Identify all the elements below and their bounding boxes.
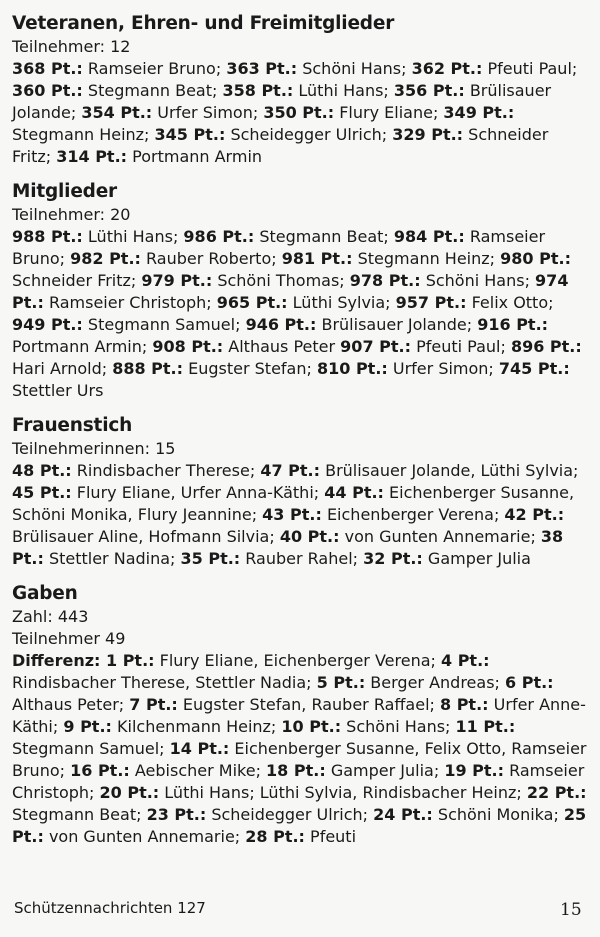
score-label: 11 Pt.: (455, 717, 516, 736)
score-label: 957 Pt.: (395, 293, 467, 312)
score-label: 981 Pt.: (281, 249, 353, 268)
participant-names: Schöni Hans; (341, 717, 456, 736)
participant-names: Hari Arnold; (12, 359, 113, 378)
participant-names: Stegmann Samuel; (82, 315, 246, 334)
participant-names: Aebischer Mike; (129, 761, 267, 780)
participant-names: von Gunten Annemarie; (339, 527, 541, 546)
participant-names: Pfeuti (304, 827, 357, 846)
page-number: 15 (560, 900, 582, 920)
section-meta: Zahl: 443 (12, 607, 89, 626)
participant-names: Lüthi Hans; Lüthi Sylvia, Rindisbacher Heinz; (159, 783, 527, 802)
participant-names: Stegmann Heinz; (12, 125, 155, 144)
participant-names: Eichenberger Verena; (321, 505, 505, 524)
participant-names: Stettler Urs (12, 381, 104, 400)
participant-names: Eugster Stefan, Rauber Raffael; (177, 695, 440, 714)
score-label: 5 Pt.: (316, 673, 366, 692)
participant-names: von Gunten Annemarie; (43, 827, 246, 846)
participant-names: Kilchenmann Heinz; (111, 717, 282, 736)
score-label: 329 Pt.: (392, 125, 464, 144)
score-label: 16 Pt.: (70, 761, 130, 780)
participant-names: Urfer Simon; (387, 359, 499, 378)
score-label: 20 Pt.: (99, 783, 160, 802)
score-label: 14 Pt.: (169, 739, 230, 758)
score-label: 350 Pt.: (263, 103, 335, 122)
participant-names: Schöni Hans; (420, 271, 536, 290)
score-label: 4 Pt.: (441, 651, 490, 670)
participant-names: Rindisbacher Therese, Stettler Nadia; (12, 673, 317, 692)
score-label: 360 Pt.: (12, 81, 83, 100)
score-label: 980 Pt.: (500, 249, 571, 268)
score-label: 368 Pt.: (12, 59, 83, 78)
participant-names: Pfeuti Paul; (482, 59, 578, 78)
participant-names: Stegmann Beat; (254, 227, 394, 246)
score-label: 25 Pt.: (12, 805, 587, 846)
section-meta: Teilnehmer: 20 (12, 205, 131, 224)
score-label: 745 Pt.: (498, 359, 570, 378)
publication-footer: Schützennachrichten 127 (14, 899, 206, 917)
results-list (12, 460, 590, 570)
score-label: 7 Pt.: (129, 695, 178, 714)
results-page (12, 12, 590, 860)
participant-names: Ramseier Christoph; (12, 761, 585, 802)
section-meta: Teilnehmerinnen: 15 (12, 439, 176, 458)
score-label: 9 Pt.: (63, 717, 112, 736)
participant-names: Schöni Hans; (297, 59, 412, 78)
score-label: 358 Pt.: (222, 81, 294, 100)
score-label: 356 Pt.: (393, 81, 465, 100)
participant-names: Althaus Peter; (12, 695, 130, 714)
score-label: 22 Pt.: (526, 783, 587, 802)
results-list (12, 650, 590, 848)
participant-names: Portmann Armin; (12, 337, 153, 356)
results-section (12, 414, 590, 570)
score-label: 40 Pt.: (279, 527, 340, 546)
score-label: 965 Pt.: (216, 293, 288, 312)
participant-names: Ramseier Bruno; (82, 59, 227, 78)
score-label: 45 Pt.: (12, 483, 72, 502)
score-label: 48 Pt.: (12, 461, 72, 480)
score-label: 35 Pt.: (180, 549, 241, 568)
score-label: Differenz: 1 Pt.: (12, 651, 155, 670)
section-meta: Teilnehmer: 12 (12, 37, 131, 56)
score-label: 6 Pt.: (505, 673, 554, 692)
participant-names: Stegmann Samuel; (12, 739, 170, 758)
score-label: 19 Pt.: (444, 761, 504, 780)
participant-names: Scheidegger Ulrich; (206, 805, 374, 824)
participant-names: Scheidegger Ulrich; (225, 125, 393, 144)
participant-names: Lüthi Hans; (293, 81, 394, 100)
score-label: 896 Pt.: (510, 337, 582, 356)
score-label: 314 Pt.: (56, 147, 128, 166)
participant-names: Stegmann Beat; (82, 81, 223, 100)
section-title: Mitglieder (12, 181, 117, 202)
participant-names: Stettler Nadina; (43, 549, 181, 568)
results-section (12, 582, 590, 848)
participant-names: Brülisauer Jolande; (316, 315, 478, 334)
score-label: 28 Pt.: (245, 827, 305, 846)
participant-names: Eichenberger Susanne, Schöni Monika, Flury Jeannine; (12, 483, 575, 524)
results-list (12, 58, 590, 168)
score-label: 979 Pt.: (141, 271, 213, 290)
score-label: 42 Pt.: (504, 505, 565, 524)
results-list (12, 226, 590, 402)
score-label: 363 Pt.: (226, 59, 298, 78)
score-label: 32 Pt.: (363, 549, 423, 568)
participant-names: Brülisauer Aline, Hofmann Silvia; (12, 527, 280, 546)
score-label: 908 Pt.: (152, 337, 224, 356)
participant-names: Berger Andreas; (365, 673, 506, 692)
score-label: 345 Pt.: (154, 125, 226, 144)
participant-names: Schöni Monika; (432, 805, 564, 824)
participant-names: Urfer Anne-Käthi; (12, 695, 586, 736)
participant-names: Stegmann Heinz; (352, 249, 501, 268)
participant-names: Stegmann Beat; (12, 805, 147, 824)
participant-names: Schöni Thomas; (212, 271, 350, 290)
score-label: 916 Pt.: (477, 315, 549, 334)
score-label: 978 Pt.: (349, 271, 421, 290)
participant-names: Rauber Rahel; (240, 549, 364, 568)
section-title: Frauenstich (12, 415, 133, 436)
participant-names: Ramseier Bruno; (12, 227, 546, 268)
score-label: 888 Pt.: (112, 359, 184, 378)
score-label: 354 Pt.: (81, 103, 153, 122)
score-label: 43 Pt.: (262, 505, 322, 524)
score-label: 47 Pt.: (260, 461, 320, 480)
participant-names: Eichenberger Susanne, Felix Otto, Ramseier Bruno; (12, 739, 587, 780)
score-label: 24 Pt.: (373, 805, 433, 824)
section-title: Veteranen, Ehren- und Freimitglieder (12, 13, 395, 34)
score-label: 38 Pt.: (12, 527, 564, 568)
results-section (12, 12, 590, 168)
score-label: 984 Pt.: (393, 227, 465, 246)
participant-names: Gamper Julia; (325, 761, 445, 780)
results-section (12, 180, 590, 402)
participant-names: Pfeuti Paul; (411, 337, 511, 356)
participant-names: Eugster Stefan; (183, 359, 317, 378)
participant-names: Brülisauer Jolande; (12, 81, 552, 122)
participant-names: Schneider Fritz; (12, 271, 142, 290)
score-label: 986 Pt.: (183, 227, 255, 246)
score-label: 974 Pt.: (12, 271, 569, 312)
participant-names: Flury Eliane; (334, 103, 444, 122)
participant-names: Urfer Simon; (152, 103, 264, 122)
score-label: 23 Pt.: (146, 805, 207, 824)
participant-names: Rindisbacher Therese; (71, 461, 261, 480)
participant-names: Lüthi Hans; (82, 227, 184, 246)
score-label: 988 Pt.: (12, 227, 83, 246)
participant-names: Flury Eliane, Urfer Anna-Käthi; (71, 483, 325, 502)
score-label: 946 Pt.: (245, 315, 317, 334)
participant-names: Rauber Roberto; (140, 249, 282, 268)
participant-names: Brülisauer Jolande, Lüthi Sylvia; (320, 461, 579, 480)
score-label: 949 Pt.: (12, 315, 83, 334)
score-label: 907 Pt.: (340, 337, 411, 356)
participant-names: Felix Otto; (466, 293, 554, 312)
participant-names: Portmann Armin (127, 147, 263, 166)
section-title: Gaben (12, 583, 78, 604)
score-label: 44 Pt.: (324, 483, 384, 502)
participant-names: Lüthi Sylvia; (287, 293, 396, 312)
score-label: 982 Pt.: (70, 249, 141, 268)
score-label: 810 Pt.: (316, 359, 388, 378)
participant-names: Gamper Julia (422, 549, 531, 568)
participant-names: Ramseier Christoph; (43, 293, 217, 312)
score-label: 10 Pt.: (281, 717, 342, 736)
section-meta: Teilnehmer 49 (12, 629, 126, 648)
participant-names: Schneider Fritz; (12, 125, 549, 166)
participant-names: Flury Eliane, Eichenberger Verena; (154, 651, 441, 670)
participant-names: Althaus Peter (223, 337, 341, 356)
score-label: 349 Pt.: (443, 103, 515, 122)
score-label: 18 Pt.: (266, 761, 326, 780)
score-label: 362 Pt.: (411, 59, 483, 78)
score-label: 8 Pt.: (440, 695, 489, 714)
